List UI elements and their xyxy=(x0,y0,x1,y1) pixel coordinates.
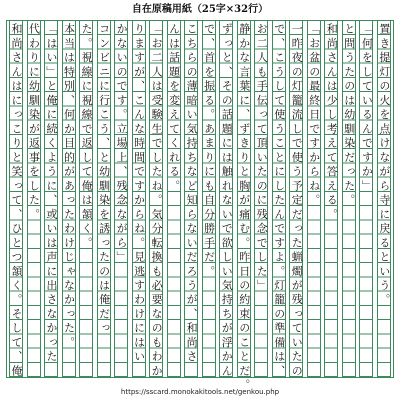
manuscript-line: 「お盆の最終日ですからね。 xyxy=(307,21,321,377)
manuscript-line: 本当は特別、何か目的があったわけじゃなかった。 xyxy=(62,21,76,377)
manuscript-line: コンビニに行こう、と幼馴染を誘ったのは俺だっ xyxy=(97,21,111,377)
page-title: 自在原稿用紙（25字×32行） xyxy=(131,4,269,15)
manuscript-line: かないのです。立場上、残念ながら」 xyxy=(114,21,128,377)
manuscript-line: 代わりに幼馴染が返事をした。 xyxy=(27,21,41,377)
manuscript-line: と問うたのは幼馴染だった。 xyxy=(342,21,356,377)
manuscript-line: こちらの薄暗い気持ちなど知らないだろうが、和尚さ xyxy=(184,21,198,377)
manuscript-line: 和尚さんは少し考えて答える。 xyxy=(324,21,338,377)
manuscript-line: 「はい」と俺に続くように、或いは声に出さなかった xyxy=(44,21,58,377)
manuscript-line: 一昨夜の灯籠流しで使う予定だった蝋燭が残っていたの xyxy=(290,22,304,379)
source-url: https://sscard.monokakitools.net/genkou.php xyxy=(120,388,280,396)
manuscript-line: んは話題を変えてくれる。 xyxy=(167,21,181,377)
manuscript-line: で、首を振る。あまりにも自分勝手だ。 xyxy=(202,21,216,377)
manuscript-line: りますが、こんな時間ですからね。見逃すわけにはい xyxy=(132,21,146,377)
manuscript-line: で、こうして使うことにしたんですよ。灯籠の準備は、 xyxy=(272,22,286,379)
manuscript-line: 静かな言葉に、ずきりと胸が痛む。昨日の約束のことだ。 xyxy=(237,22,251,393)
manuscript-line: 置き提灯の火を点けながら寺に戻るという。 xyxy=(377,21,391,377)
manuscript-line: 「何をしているんですか」 xyxy=(359,21,373,377)
manuscript-line: た。視線に視線で返して俺は頷く。 xyxy=(79,21,93,377)
manuscript-line: 「お二人は受験生でしたね。気分転換も必要なのもわか xyxy=(150,22,164,379)
manuscript-line: お二人も手伝って頂いたのに残念でした」 xyxy=(254,21,268,377)
manuscript-line: 和尚さんはにっこりと笑って、ひとつ頷く。そして、俺 xyxy=(10,22,23,379)
manuscript-line: ずっと、その話題には触れないで欲しい気持ちが浮かん xyxy=(220,22,234,379)
